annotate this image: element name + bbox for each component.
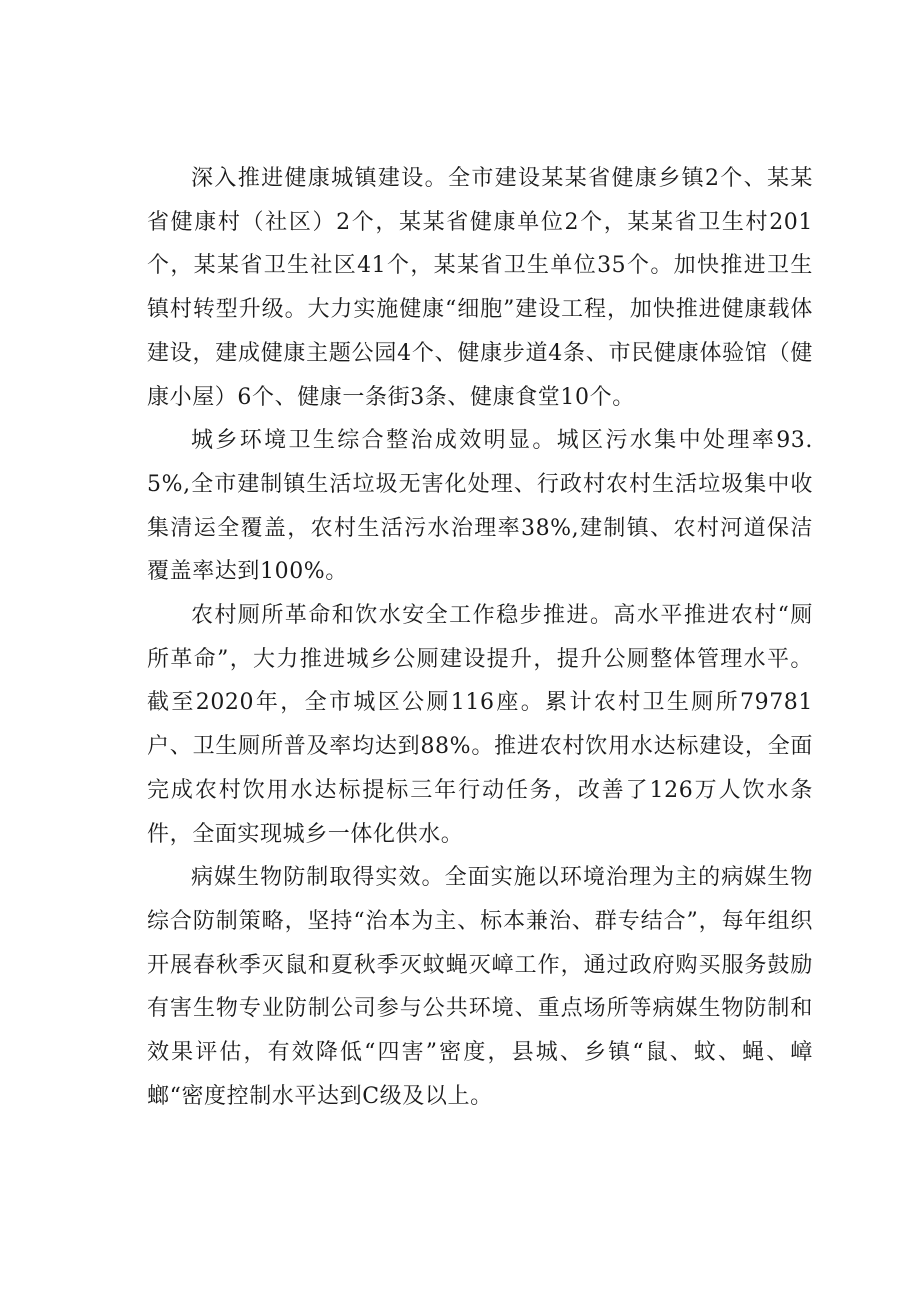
paragraph-toilet-water-safety: 农村厕所革命和饮水安全工作稳步推进。高水平推进农村“厕所革命”，大力推进城乡公厕建设提升，提升公厕整体管理水平。截至2020年，全市城区公厕116座。累计农村卫生厕所79781户、卫生厕所普及率均达到88%。推进农村饮用水达标建设，全面完成农村饮用水达标提标三年行动任务，改善了126万人饮水条件，全面实现城乡一体化供水。 xyxy=(147,603,813,847)
paragraph-healthy-towns: 深入推进健康城镇建设。全市建设某某省健康乡镇2个、某某省健康村（社区）2个，某某省健康单位2个，某某省卫生村201个，某某省卫生社区41个，某某省卫生单位35个。加快推进卫生镇村转型升级。大力实施健康“细胞”建设工程，加快推进健康载体建设，建成健康主题公园4个、健康步道4条、市民健康体验馆（健康小屋）6个、健康一条街3条、健康食堂10个。 xyxy=(147,166,813,410)
paragraph-environment-sanitation: 城乡环境卫生综合整治成效明显。城区污水集中处理率93.5%,全市建制镇生活垃圾无害化处理、行政村农村生活垃圾集中收集清运全覆盖，农村生活污水治理率38%,建制镇、农村河道保洁覆盖率达到100%。 xyxy=(147,428,813,585)
document-body xyxy=(147,157,813,1118)
paragraph-vector-control: 病媒生物防制取得实效。全面实施以环境治理为主的病媒生物综合防制策略，坚持“治本为主、标本兼治、群专结合”，每年组织开展春秋季灭鼠和夏秋季灭蚊蝇灭嶂工作，通过政府购买服务鼓励有害生物专业防制公司参与公共环境、重点场所等病媒生物防制和效果评估，有效降低“四害”密度，县城、乡镇“鼠、蚊、蝇、嶂螂“密度控制水平达到C级及以上。 xyxy=(147,865,813,1109)
